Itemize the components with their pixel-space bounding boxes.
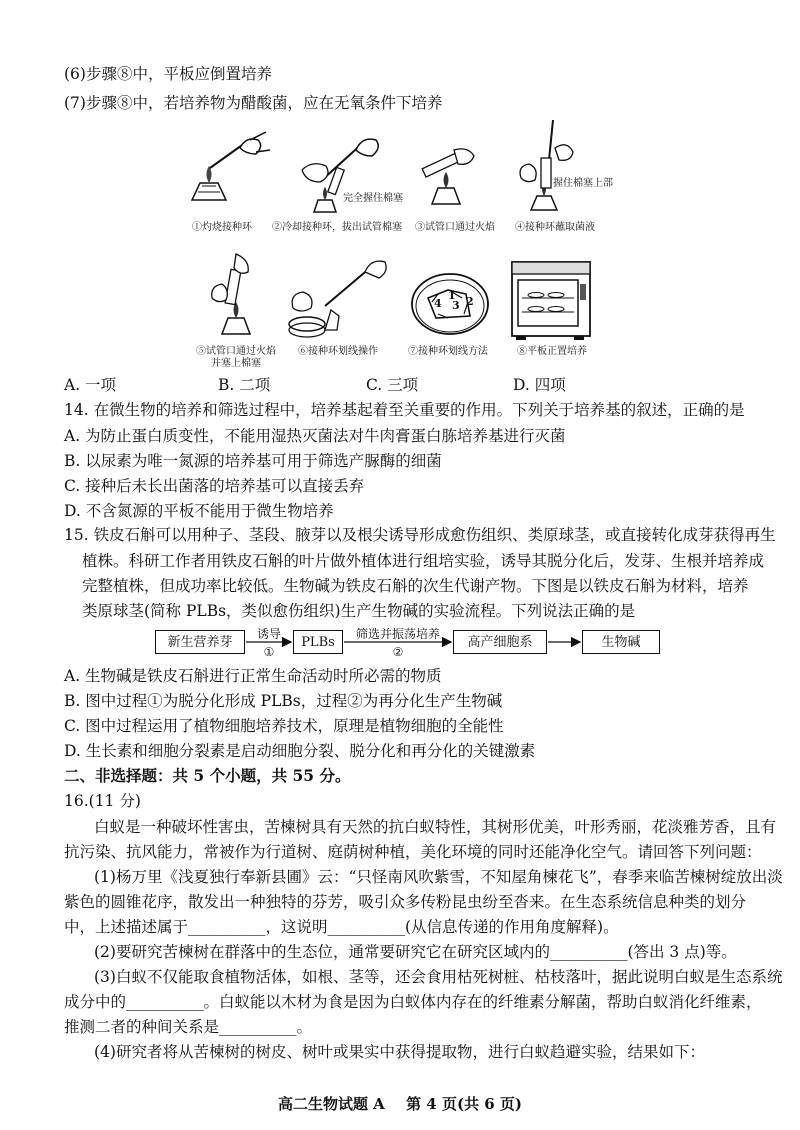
step-1-label: ①灼烧接种环 bbox=[192, 222, 252, 233]
step-6-label: ⑥接种环划线操作 bbox=[298, 346, 378, 357]
flow-box-new-buds: 新生营养芽 bbox=[155, 630, 245, 654]
flow-box-plbs: PLBs bbox=[293, 630, 343, 654]
q16-line: 紫色的圆锥花序，散发出一种独特的芬芳，吸引众多传粉昆虫纷至沓来。在生态系统信息种类的划分 bbox=[64, 893, 747, 911]
plate-number-4: 4 bbox=[434, 297, 442, 310]
q16-line: (4)研究者将从苦楝树的树皮、树叶或果实中获得提取物，进行白蚁趋避实验，结果如下： bbox=[94, 1043, 705, 1061]
annotation-cotton-full: 完全握住棉塞 bbox=[343, 193, 403, 204]
item-6: (6)步骤⑧中，平板应倒置培养 bbox=[64, 65, 272, 83]
q15-stem-line2: 植株。科研工作者用铁皮石斛的叶片做外植体进行组培实验，诱导其脱分化后，发芽、生根并培养成 bbox=[82, 552, 765, 570]
plate-number-1: 1 bbox=[448, 289, 456, 302]
step-4-label: ④接种环蘸取菌液 bbox=[515, 222, 595, 233]
q13-option-c: C. 三项 bbox=[366, 376, 419, 394]
q15-option-b: B. 图中过程①为脱分化形成 PLBs，过程②为再分化生产生物碱 bbox=[64, 692, 503, 710]
plate-number-3: 3 bbox=[452, 299, 460, 312]
step-5-label-line2: 并塞上棉塞 bbox=[211, 358, 261, 369]
q16-line: 中，上述描述属于__________，这说明__________(从信息传递的作用角度解释)。 bbox=[64, 918, 619, 936]
q15-stem-line1: 15. 铁皮石斛可以用种子、茎段、腋芽以及根尖诱导形成愈伤组织、类原球茎，或直接转化成芽获得再生 bbox=[64, 526, 776, 544]
annotation-cotton-top: 握住棉塞上部 bbox=[553, 178, 613, 189]
q15-stem-line4: 类原球茎(简称 PLBs，类似愈伤组织)生产生物碱的实验流程。下列说法正确的是 bbox=[82, 602, 636, 620]
flow-arrow-1-number: ① bbox=[263, 645, 275, 659]
q16-line: 成分中的__________。白蚁能以木材为食是因为白蚁体内存在的纤维素分解菌，帮助白蚁消化纤维素， bbox=[64, 993, 762, 1011]
q13-option-d: D. 四项 bbox=[513, 376, 566, 394]
q13-option-a: A. 一项 bbox=[64, 376, 117, 394]
q16-line: 白蚁是一种破坏性害虫，苦楝树具有天然的抗白蚁特性，其树形优美，叶形秀丽，花淡雅芳香，且有 bbox=[94, 818, 777, 836]
flow-arrow-2-label: 筛选并振荡培养 bbox=[355, 627, 440, 641]
q16-line: (3)白蚁不仅能取食植物活体，如根、茎等，还会食用枯死树桩、枯枝落叶，据此说明白蚁是生态系统 bbox=[94, 968, 783, 986]
q15-option-a: A. 生物碱是铁皮石斛进行正常生命活动时所必需的物质 bbox=[64, 667, 442, 685]
step-5-label: ⑤试管口通过火焰 bbox=[196, 346, 276, 357]
q14-stem: 14. 在微生物的培养和筛选过程中，培养基起着至关重要的作用。下列关于培养基的叙述，正确的是 bbox=[64, 401, 745, 419]
section-heading: 二、非选择题：共 5 个小题，共 55 分。 bbox=[64, 766, 351, 785]
step-8-label: ⑧平板正置培养 bbox=[517, 346, 587, 357]
step-3-label: ③试管口通过火焰 bbox=[415, 222, 495, 233]
q16-line: 抗污染、抗风能力，常被作为行道树、庭荫树种植，美化环境的同时还能净化空气。请回答下列问题： bbox=[64, 843, 762, 861]
footer-page: 第 4 页(共 6 页) bbox=[406, 1095, 523, 1113]
q16-line: 推测二者的种间关系是__________。 bbox=[64, 1018, 313, 1036]
q16-line: (1)杨万里《浅夏独行奉新县圃》云：“只怪南风吹紫雪，不知屋角楝花飞”，春季来临苦楝树绽放出淡 bbox=[94, 868, 783, 886]
step-2-label: ②冷却接种环，拔出试管棉塞 bbox=[272, 222, 402, 233]
q14-option-c: C. 接种后未长出菌落的培养基可以直接丢弃 bbox=[64, 477, 365, 495]
footer-title: 高二生物试题 A bbox=[277, 1095, 385, 1113]
flow-box-alkaloid: 生物碱 bbox=[582, 630, 660, 654]
step-7-label: ⑦接种环划线方法 bbox=[408, 346, 488, 357]
q16-line: (2)要研究苦楝树在群落中的生态位，通常要研究它在研究区域内的__________(答出 3 点)等。 bbox=[94, 943, 737, 961]
q15-option-c: C. 图中过程运用了植物细胞培养技术，原理是植物细胞的全能性 bbox=[64, 717, 504, 735]
q15-option-d: D. 生长素和细胞分裂素是启动细胞分裂、脱分化和再分化的关键激素 bbox=[64, 742, 536, 760]
q14-option-b: B. 以尿素为唯一氮源的培养基可用于筛选产脲酶的细菌 bbox=[64, 452, 442, 470]
flow-box-cell-line: 高产细胞系 bbox=[453, 630, 547, 654]
q15-stem-line3: 完整植株，但成功率比较低。生物碱为铁皮石斛的次生代谢产物。下图是以铁皮石斛为材料，培养 bbox=[82, 577, 749, 595]
flow-arrow-2-number: ② bbox=[392, 645, 404, 659]
q13-option-b: B. 二项 bbox=[218, 376, 271, 394]
page-footer bbox=[0, 1093, 800, 1114]
q14-option-d: D. 不含氮源的平板不能用于微生物培养 bbox=[64, 502, 334, 520]
flow-arrow-1-label: 诱导 bbox=[256, 627, 281, 641]
item-7: (7)步骤⑧中，若培养物为醋酸菌，应在无氧条件下培养 bbox=[64, 94, 443, 112]
q14-option-a: A. 为防止蛋白质变性，不能用湿热灭菌法对牛肉膏蛋白胨培养基进行灭菌 bbox=[64, 427, 566, 445]
plate-number-2: 2 bbox=[466, 295, 474, 308]
q16-number: 16.(11 分) bbox=[64, 792, 141, 810]
